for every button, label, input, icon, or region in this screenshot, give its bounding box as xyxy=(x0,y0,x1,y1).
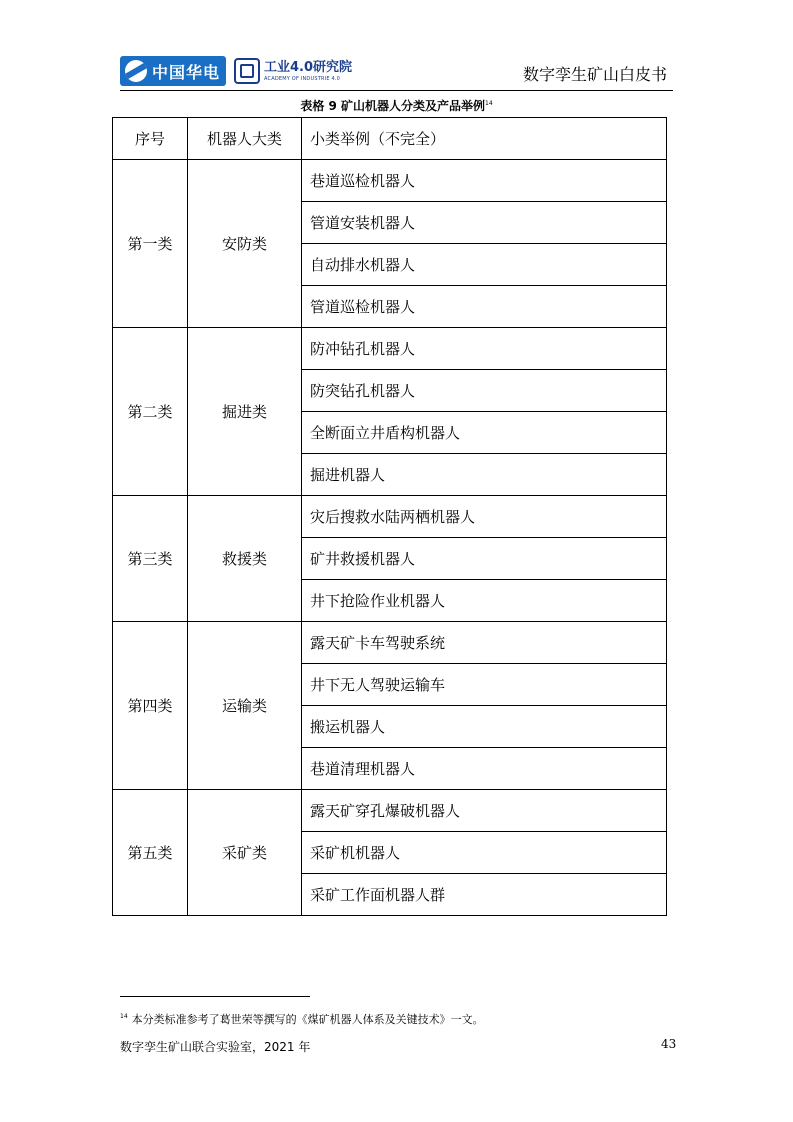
robot-example-cell: 全断面立井盾构机器人 xyxy=(302,412,667,454)
footer-organization: 数字孪生矿山联合实验室，2021 年 xyxy=(120,1040,311,1054)
logo-academy-cn: 工业4.0研究院 xyxy=(264,59,353,75)
table-row xyxy=(113,622,667,664)
group-category-cell: 掘进类 xyxy=(188,328,302,496)
table-caption xyxy=(0,97,793,114)
group-category-cell: 运输类 xyxy=(188,622,302,790)
header-examples: 小类举例（不完全） xyxy=(302,118,667,160)
robot-example-cell: 掘进机器人 xyxy=(302,454,667,496)
table-row xyxy=(113,496,667,538)
logo-cpi xyxy=(120,56,226,86)
robot-example-cell: 采矿机机器人 xyxy=(302,832,667,874)
footnote xyxy=(120,1011,484,1027)
robot-example-cell: 防突钻孔机器人 xyxy=(302,370,667,412)
group-category-cell: 救援类 xyxy=(188,496,302,622)
group-category-cell: 采矿类 xyxy=(188,790,302,916)
footnote-divider xyxy=(120,996,310,997)
footnote-marker: 14 xyxy=(120,1013,128,1021)
group-number-cell: 第五类 xyxy=(113,790,188,916)
caption-footnote-ref: 14 xyxy=(485,100,493,107)
header-title: 数字孪生矿山白皮书 xyxy=(522,65,667,84)
table-caption-text: 表格 9 矿山机器人分类及产品举例 xyxy=(300,99,486,113)
robot-example-cell: 管道安装机器人 xyxy=(302,202,667,244)
robot-example-cell: 管道巡检机器人 xyxy=(302,286,667,328)
robot-example-cell: 巷道巡检机器人 xyxy=(302,160,667,202)
header-num: 序号 xyxy=(113,118,188,160)
logo-cpi-text: 中国华电 xyxy=(152,62,221,82)
header-category: 机器人大类 xyxy=(188,118,302,160)
robot-classification-table xyxy=(112,117,667,916)
table-body xyxy=(113,160,667,916)
page-number: 43 xyxy=(661,1037,677,1051)
academy-emblem-icon xyxy=(234,58,260,84)
robot-example-cell: 井下无人驾驶运输车 xyxy=(302,664,667,706)
robot-example-cell: 采矿工作面机器人群 xyxy=(302,874,667,916)
logo-academy-en: ACADEMY OF INDUSTRIE 4.0 xyxy=(264,75,341,82)
robot-example-cell: 搬运机器人 xyxy=(302,706,667,748)
robot-example-cell: 露天矿穿孔爆破机器人 xyxy=(302,790,667,832)
table-header-row xyxy=(113,118,667,160)
robot-example-cell: 露天矿卡车驾驶系统 xyxy=(302,622,667,664)
cpi-emblem-icon xyxy=(125,60,147,82)
group-number-cell: 第三类 xyxy=(113,496,188,622)
robot-example-cell: 防冲钻孔机器人 xyxy=(302,328,667,370)
group-number-cell: 第二类 xyxy=(113,328,188,496)
table-row xyxy=(113,790,667,832)
table-row xyxy=(113,160,667,202)
header-divider xyxy=(120,90,673,91)
logo-academy xyxy=(234,55,352,87)
table-row xyxy=(113,328,667,370)
robot-example-cell: 灾后搜救水陆两栖机器人 xyxy=(302,496,667,538)
robot-example-cell: 井下抢险作业机器人 xyxy=(302,580,667,622)
group-category-cell: 安防类 xyxy=(188,160,302,328)
robot-example-cell: 巷道清理机器人 xyxy=(302,748,667,790)
robot-example-cell: 矿井救援机器人 xyxy=(302,538,667,580)
robot-example-cell: 自动排水机器人 xyxy=(302,244,667,286)
footnote-text: 本分类标准参考了葛世荣等撰写的《煤矿机器人体系及关键技术》一文。 xyxy=(131,1013,484,1026)
group-number-cell: 第四类 xyxy=(113,622,188,790)
group-number-cell: 第一类 xyxy=(113,160,188,328)
